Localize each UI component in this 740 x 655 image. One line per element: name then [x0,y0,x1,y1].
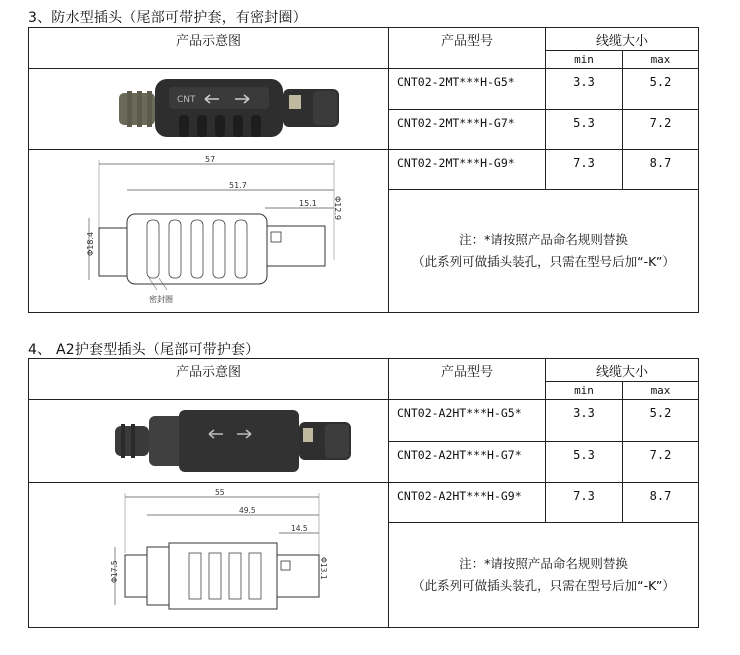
model-cell: CNT02-2MT***H-G9* [389,150,546,190]
body-outline [127,214,267,284]
note-line-1: 注：*请按照产品命名规则替换 [459,232,628,248]
dia-left: Φ17.5 [110,560,119,583]
technical-drawing-a2 [29,483,389,627]
model-cell: CNT02-A2HT***H-G7* [389,441,546,483]
tail-outline [99,228,127,276]
header-product-image: 产品示意图 [29,359,389,400]
dia-right: Φ12.9 [333,196,342,221]
product-photo-cell [29,69,389,150]
product-photo-cell [29,400,389,483]
min-cell: 7.3 [546,150,623,190]
header-product-model: 产品型号 [389,359,546,400]
section-3-title: 3、防水型插头（尾部可带护套，有密封圈） [28,10,307,26]
section-4-title: 4、 A2护套型插头（尾部可带护套） [28,342,260,358]
header-min: min [546,51,623,69]
grip-body [179,410,299,472]
max-cell: 5.2 [623,69,699,110]
header-cable-size: 线缆大小 [546,28,699,51]
tail-outline [125,555,147,597]
dim-body: 51.7 [229,181,247,190]
min-cell: 3.3 [546,69,623,110]
header-max: max [623,382,699,400]
min-cell: 7.3 [546,483,623,523]
dim-overall: 57 [205,155,216,164]
note-line-1: 注：*请按照产品命名规则替换 [459,556,628,572]
dim-body: 49.5 [239,506,256,515]
model-cell: CNT02-A2HT***H-G5* [389,400,546,442]
min-cell: 5.3 [546,441,623,483]
note-line-2: （此系列可做插头装孔，只需在型号后加“-K”） [412,254,675,270]
max-cell: 5.2 [623,400,699,442]
max-cell: 7.2 [623,109,699,150]
dim-overall: 55 [215,488,225,497]
min-cell: 5.3 [546,109,623,150]
note-cell [389,523,699,628]
note-cell [389,190,699,313]
connector-photo-a2 [29,400,389,482]
header-product-image: 产品示意图 [29,28,389,69]
spec-table-a2 [28,358,699,628]
max-cell: 8.7 [623,150,699,190]
header-cable-size: 线缆大小 [546,359,699,382]
spec-table-waterproof [28,27,699,313]
header-min: min [546,382,623,400]
technical-drawing-cell [29,483,389,628]
header-product-model: 产品型号 [389,28,546,69]
seal-label: 密封圈 [149,295,173,304]
note-line-2: （此系列可做插头装孔，只需在型号后加“-K”） [412,578,675,594]
connector-photo-waterproof [29,69,389,149]
dim-front: 14.5 [291,524,308,533]
max-cell: 8.7 [623,483,699,523]
model-cell: CNT02-2MT***H-G7* [389,109,546,150]
technical-drawing-cell [29,150,389,313]
min-cell: 3.3 [546,400,623,442]
model-cell: CNT02-2MT***H-G5* [389,69,546,110]
model-cell: CNT02-A2HT***H-G9* [389,483,546,523]
header-max: max [623,51,699,69]
photo-brand-text: CNT [177,95,196,105]
dim-front: 15.1 [299,199,317,208]
dia-left: Φ18.4 [86,231,95,256]
dia-right: Φ13.1 [319,557,328,580]
max-cell: 7.2 [623,441,699,483]
technical-drawing-waterproof [29,150,389,312]
